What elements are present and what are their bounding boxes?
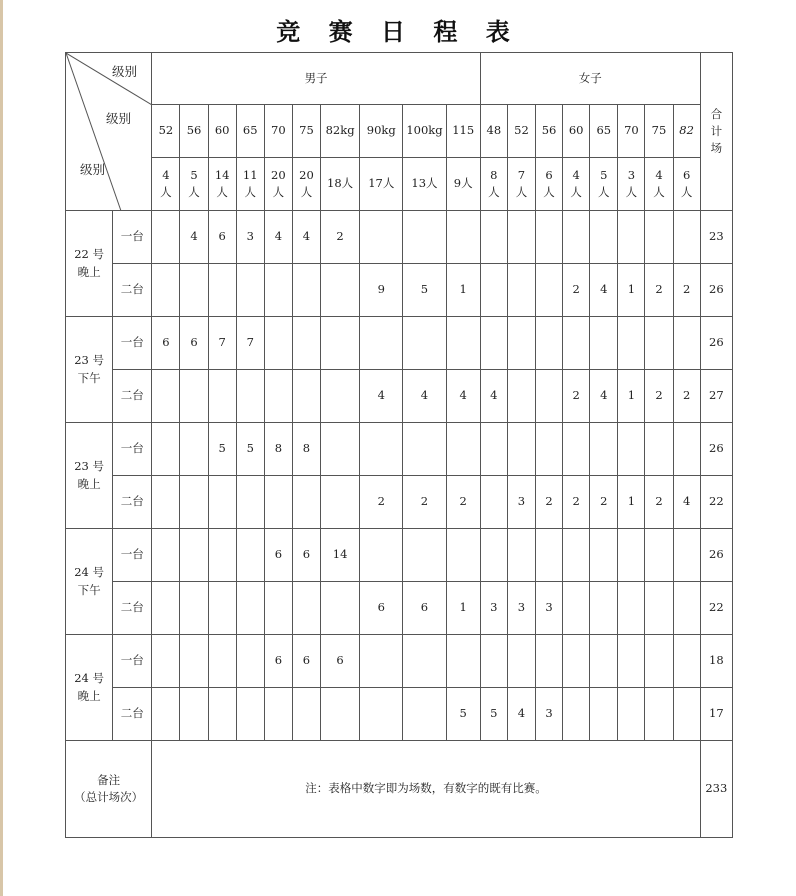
weight-class-men: 60: [208, 105, 236, 158]
match-count-cell: [321, 476, 360, 529]
session-date-cell: 24 号 晚上: [66, 635, 113, 741]
match-count-cell: [152, 582, 180, 635]
match-count-cell: [590, 635, 618, 688]
corner-cell: [66, 53, 152, 211]
match-count-cell: 6: [152, 317, 180, 370]
remarks-note: 注：表格中数字即为场数，有数字的既有比赛。: [152, 741, 700, 838]
match-count-cell: [208, 370, 236, 423]
match-count-cell: [208, 582, 236, 635]
match-count-cell: [403, 635, 446, 688]
weight-class-women: 70: [618, 105, 645, 158]
match-count-cell: [536, 370, 563, 423]
participant-count-men: 20 人: [292, 158, 320, 211]
match-count-cell: 4: [480, 370, 507, 423]
match-count-cell: 8: [264, 423, 292, 476]
match-count-cell: [446, 317, 480, 370]
match-count-cell: [321, 688, 360, 741]
match-count-cell: 3: [536, 582, 563, 635]
match-count-cell: 6: [321, 635, 360, 688]
match-count-cell: [403, 211, 446, 264]
schedule-table: [65, 52, 733, 838]
table-row: [66, 264, 733, 317]
session-date-cell: 23 号 下午: [66, 317, 113, 423]
match-count-cell: 4: [446, 370, 480, 423]
participant-count-women: 7 人: [507, 158, 535, 211]
match-count-cell: [180, 635, 208, 688]
match-count-cell: 5: [403, 264, 446, 317]
match-count-cell: 6: [264, 635, 292, 688]
match-count-cell: [480, 317, 507, 370]
men-group-header: 男子: [152, 53, 480, 105]
match-count-cell: [264, 688, 292, 741]
participant-count-women: 6 人: [536, 158, 563, 211]
match-count-cell: [645, 211, 673, 264]
match-count-cell: 4: [403, 370, 446, 423]
match-count-cell: 4: [180, 211, 208, 264]
match-count-cell: [236, 688, 264, 741]
match-count-cell: 1: [618, 476, 645, 529]
match-count-cell: [446, 211, 480, 264]
match-count-cell: [264, 582, 292, 635]
match-count-cell: 6: [264, 529, 292, 582]
participant-count-men: 5 人: [180, 158, 208, 211]
match-count-cell: [590, 211, 618, 264]
match-count-cell: [563, 423, 590, 476]
participant-count-men: 20 人: [264, 158, 292, 211]
match-count-cell: 3: [480, 582, 507, 635]
match-count-cell: [152, 529, 180, 582]
weight-class-men: 115: [446, 105, 480, 158]
match-count-cell: [360, 529, 403, 582]
match-count-cell: 9: [360, 264, 403, 317]
match-count-cell: [590, 582, 618, 635]
match-count-cell: [480, 529, 507, 582]
match-count-cell: [152, 370, 180, 423]
match-count-cell: [507, 370, 535, 423]
remarks-label: [66, 741, 152, 838]
participant-count-men: 11 人: [236, 158, 264, 211]
stage-label: 一台: [113, 423, 152, 476]
match-count-cell: [208, 635, 236, 688]
participant-count-women: 4 人: [563, 158, 590, 211]
table-row: [66, 635, 733, 688]
match-count-cell: 5: [446, 688, 480, 741]
stage-label: 一台: [113, 529, 152, 582]
match-count-cell: [563, 317, 590, 370]
match-count-cell: [536, 635, 563, 688]
match-count-cell: 2: [403, 476, 446, 529]
participant-count-men: 9人: [446, 158, 480, 211]
match-count-cell: [321, 264, 360, 317]
weight-class-women: 60: [563, 105, 590, 158]
weight-class-men: 70: [264, 105, 292, 158]
match-count-cell: 2: [673, 370, 700, 423]
row-total: 27: [700, 370, 732, 423]
match-count-cell: [507, 635, 535, 688]
match-count-cell: [536, 317, 563, 370]
remarks-title: 备注: [97, 772, 121, 787]
match-count-cell: 7: [208, 317, 236, 370]
match-count-cell: [180, 529, 208, 582]
match-count-cell: [292, 317, 320, 370]
corner-diagonals: [66, 53, 152, 211]
match-count-cell: [321, 423, 360, 476]
match-count-cell: [673, 423, 700, 476]
match-count-cell: [618, 423, 645, 476]
stage-label: 二台: [113, 264, 152, 317]
row-total: 26: [700, 423, 732, 476]
match-count-cell: [446, 635, 480, 688]
table-row: [66, 423, 733, 476]
match-count-cell: [645, 582, 673, 635]
match-count-cell: 3: [236, 211, 264, 264]
match-count-cell: [236, 529, 264, 582]
participant-count-men: 17人: [360, 158, 403, 211]
match-count-cell: 5: [236, 423, 264, 476]
match-count-cell: 2: [645, 264, 673, 317]
match-count-cell: [480, 476, 507, 529]
row-total: 22: [700, 476, 732, 529]
corner-label: 级别: [106, 111, 132, 126]
match-count-cell: [152, 688, 180, 741]
weight-class-men: 82kg: [321, 105, 360, 158]
corner-label: 级别: [80, 162, 106, 177]
match-count-cell: [645, 317, 673, 370]
match-count-cell: [618, 635, 645, 688]
match-count-cell: [403, 317, 446, 370]
match-count-cell: 5: [208, 423, 236, 476]
match-count-cell: 3: [507, 582, 535, 635]
stage-label: 二台: [113, 476, 152, 529]
match-count-cell: 2: [360, 476, 403, 529]
match-count-cell: [590, 688, 618, 741]
match-count-cell: 6: [292, 635, 320, 688]
match-count-cell: [446, 529, 480, 582]
table-row: [66, 529, 733, 582]
match-count-cell: [590, 423, 618, 476]
match-count-cell: [180, 264, 208, 317]
match-count-cell: [507, 529, 535, 582]
match-count-cell: [645, 688, 673, 741]
match-count-cell: [292, 476, 320, 529]
match-count-cell: [180, 476, 208, 529]
weight-class-men: 90kg: [360, 105, 403, 158]
corner-label: 级别: [112, 64, 138, 79]
match-count-cell: [264, 317, 292, 370]
match-count-cell: 3: [536, 688, 563, 741]
match-count-cell: 2: [563, 370, 590, 423]
match-count-cell: [264, 264, 292, 317]
table-row: [66, 688, 733, 741]
match-count-cell: 2: [563, 476, 590, 529]
match-count-cell: 1: [618, 264, 645, 317]
match-count-cell: [292, 370, 320, 423]
match-count-cell: [563, 529, 590, 582]
match-count-cell: [236, 582, 264, 635]
table-row: [66, 317, 733, 370]
stage-label: 一台: [113, 317, 152, 370]
match-count-cell: [590, 317, 618, 370]
table-row: [66, 211, 733, 264]
match-count-cell: [403, 529, 446, 582]
match-count-cell: [180, 582, 208, 635]
match-count-cell: [618, 317, 645, 370]
weight-class-women: 48: [480, 105, 507, 158]
table-row: [66, 370, 733, 423]
match-count-cell: 2: [536, 476, 563, 529]
match-count-cell: 6: [360, 582, 403, 635]
match-count-cell: 2: [645, 476, 673, 529]
match-count-cell: [360, 688, 403, 741]
match-count-cell: 2: [446, 476, 480, 529]
match-count-cell: 4: [507, 688, 535, 741]
match-count-cell: [208, 476, 236, 529]
match-count-cell: 2: [321, 211, 360, 264]
match-count-cell: 4: [360, 370, 403, 423]
match-count-cell: [507, 211, 535, 264]
match-count-cell: [236, 635, 264, 688]
session-date-cell: 23 号 晚上: [66, 423, 113, 529]
stage-label: 二台: [113, 370, 152, 423]
match-count-cell: [618, 582, 645, 635]
match-count-cell: [208, 264, 236, 317]
women-group-header: 女子: [480, 53, 700, 105]
match-count-cell: [536, 211, 563, 264]
match-count-cell: 2: [590, 476, 618, 529]
match-count-cell: [360, 635, 403, 688]
match-count-cell: [590, 529, 618, 582]
match-count-cell: [264, 476, 292, 529]
match-count-cell: 2: [645, 370, 673, 423]
match-count-cell: [321, 582, 360, 635]
match-count-cell: 8: [292, 423, 320, 476]
match-count-cell: [480, 635, 507, 688]
weight-class-men: 75: [292, 105, 320, 158]
match-count-cell: [180, 370, 208, 423]
match-count-cell: [236, 264, 264, 317]
row-total: 18: [700, 635, 732, 688]
match-count-cell: [208, 529, 236, 582]
match-count-cell: [563, 211, 590, 264]
table-row: [66, 582, 733, 635]
match-count-cell: 4: [673, 476, 700, 529]
match-count-cell: [536, 423, 563, 476]
stage-label: 二台: [113, 688, 152, 741]
match-count-cell: 3: [507, 476, 535, 529]
match-count-cell: [673, 529, 700, 582]
match-count-cell: [673, 688, 700, 741]
match-count-cell: [292, 688, 320, 741]
participant-count-women: 3 人: [618, 158, 645, 211]
match-count-cell: [618, 211, 645, 264]
match-count-cell: 2: [563, 264, 590, 317]
total-header: 合 计 场: [700, 53, 732, 211]
match-count-cell: [507, 423, 535, 476]
participant-count-women: 5 人: [590, 158, 618, 211]
page-title: 竞 赛 日 程 表: [276, 17, 520, 46]
match-count-cell: [645, 423, 673, 476]
match-count-cell: [673, 582, 700, 635]
row-total: 26: [700, 529, 732, 582]
match-count-cell: 4: [590, 264, 618, 317]
match-count-cell: [645, 635, 673, 688]
match-count-cell: 4: [264, 211, 292, 264]
participant-count-men: 13人: [403, 158, 446, 211]
row-total: 23: [700, 211, 732, 264]
match-count-cell: 5: [480, 688, 507, 741]
match-count-cell: [446, 423, 480, 476]
match-count-cell: [618, 688, 645, 741]
match-count-cell: 1: [446, 264, 480, 317]
stage-label: 一台: [113, 211, 152, 264]
match-count-cell: [618, 529, 645, 582]
match-count-cell: 4: [292, 211, 320, 264]
participant-count-men: 14 人: [208, 158, 236, 211]
weight-class-men: 52: [152, 105, 180, 158]
match-count-cell: [360, 317, 403, 370]
match-count-cell: 6: [208, 211, 236, 264]
weight-class-women: 82: [673, 105, 700, 158]
session-date-cell: 22 号 晚上: [66, 211, 113, 317]
weight-class-men: 65: [236, 105, 264, 158]
weight-class-women: 75: [645, 105, 673, 158]
match-count-cell: [507, 317, 535, 370]
grand-total: 233: [700, 741, 732, 838]
match-count-cell: 7: [236, 317, 264, 370]
match-count-cell: [360, 211, 403, 264]
match-count-cell: [208, 688, 236, 741]
match-count-cell: [563, 688, 590, 741]
match-count-cell: 6: [403, 582, 446, 635]
match-count-cell: [292, 264, 320, 317]
match-count-cell: [403, 423, 446, 476]
match-count-cell: [152, 476, 180, 529]
match-count-cell: [264, 370, 292, 423]
row-total: 17: [700, 688, 732, 741]
participant-count-women: 8 人: [480, 158, 507, 211]
match-count-cell: [507, 264, 535, 317]
stage-label: 一台: [113, 635, 152, 688]
match-count-cell: [360, 423, 403, 476]
match-count-cell: [480, 423, 507, 476]
match-count-cell: [180, 688, 208, 741]
participant-count-men: 18人: [321, 158, 360, 211]
match-count-cell: [236, 370, 264, 423]
match-count-cell: [480, 264, 507, 317]
match-count-cell: [236, 476, 264, 529]
table-row: [66, 476, 733, 529]
match-count-cell: [321, 370, 360, 423]
remarks-subtitle: （总计场次）: [74, 790, 144, 804]
row-total: 26: [700, 264, 732, 317]
match-count-cell: [645, 529, 673, 582]
match-count-cell: [673, 211, 700, 264]
row-total: 26: [700, 317, 732, 370]
match-count-cell: 4: [590, 370, 618, 423]
match-count-cell: 1: [446, 582, 480, 635]
match-count-cell: [563, 635, 590, 688]
left-edge-strip: [0, 0, 3, 896]
match-count-cell: [152, 635, 180, 688]
match-count-cell: [152, 264, 180, 317]
match-count-cell: 6: [180, 317, 208, 370]
match-count-cell: [673, 635, 700, 688]
match-count-cell: [321, 317, 360, 370]
weight-class-women: 65: [590, 105, 618, 158]
match-count-cell: 2: [673, 264, 700, 317]
participant-count-men: 4 人: [152, 158, 180, 211]
match-count-cell: [180, 423, 208, 476]
match-count-cell: [536, 529, 563, 582]
match-count-cell: 6: [292, 529, 320, 582]
match-count-cell: [152, 211, 180, 264]
match-count-cell: 14: [321, 529, 360, 582]
match-count-cell: [480, 211, 507, 264]
stage-label: 二台: [113, 582, 152, 635]
match-count-cell: [292, 582, 320, 635]
match-count-cell: [673, 317, 700, 370]
row-total: 22: [700, 582, 732, 635]
weight-class-men: 56: [180, 105, 208, 158]
participant-count-women: 4 人: [645, 158, 673, 211]
weight-class-women: 52: [507, 105, 535, 158]
weight-class-women: 56: [536, 105, 563, 158]
participant-count-women: 6 人: [673, 158, 700, 211]
match-count-cell: [152, 423, 180, 476]
weight-class-men: 100kg: [403, 105, 446, 158]
match-count-cell: [403, 688, 446, 741]
match-count-cell: [563, 582, 590, 635]
session-date-cell: 24 号 下午: [66, 529, 113, 635]
match-count-cell: 1: [618, 370, 645, 423]
match-count-cell: [536, 264, 563, 317]
